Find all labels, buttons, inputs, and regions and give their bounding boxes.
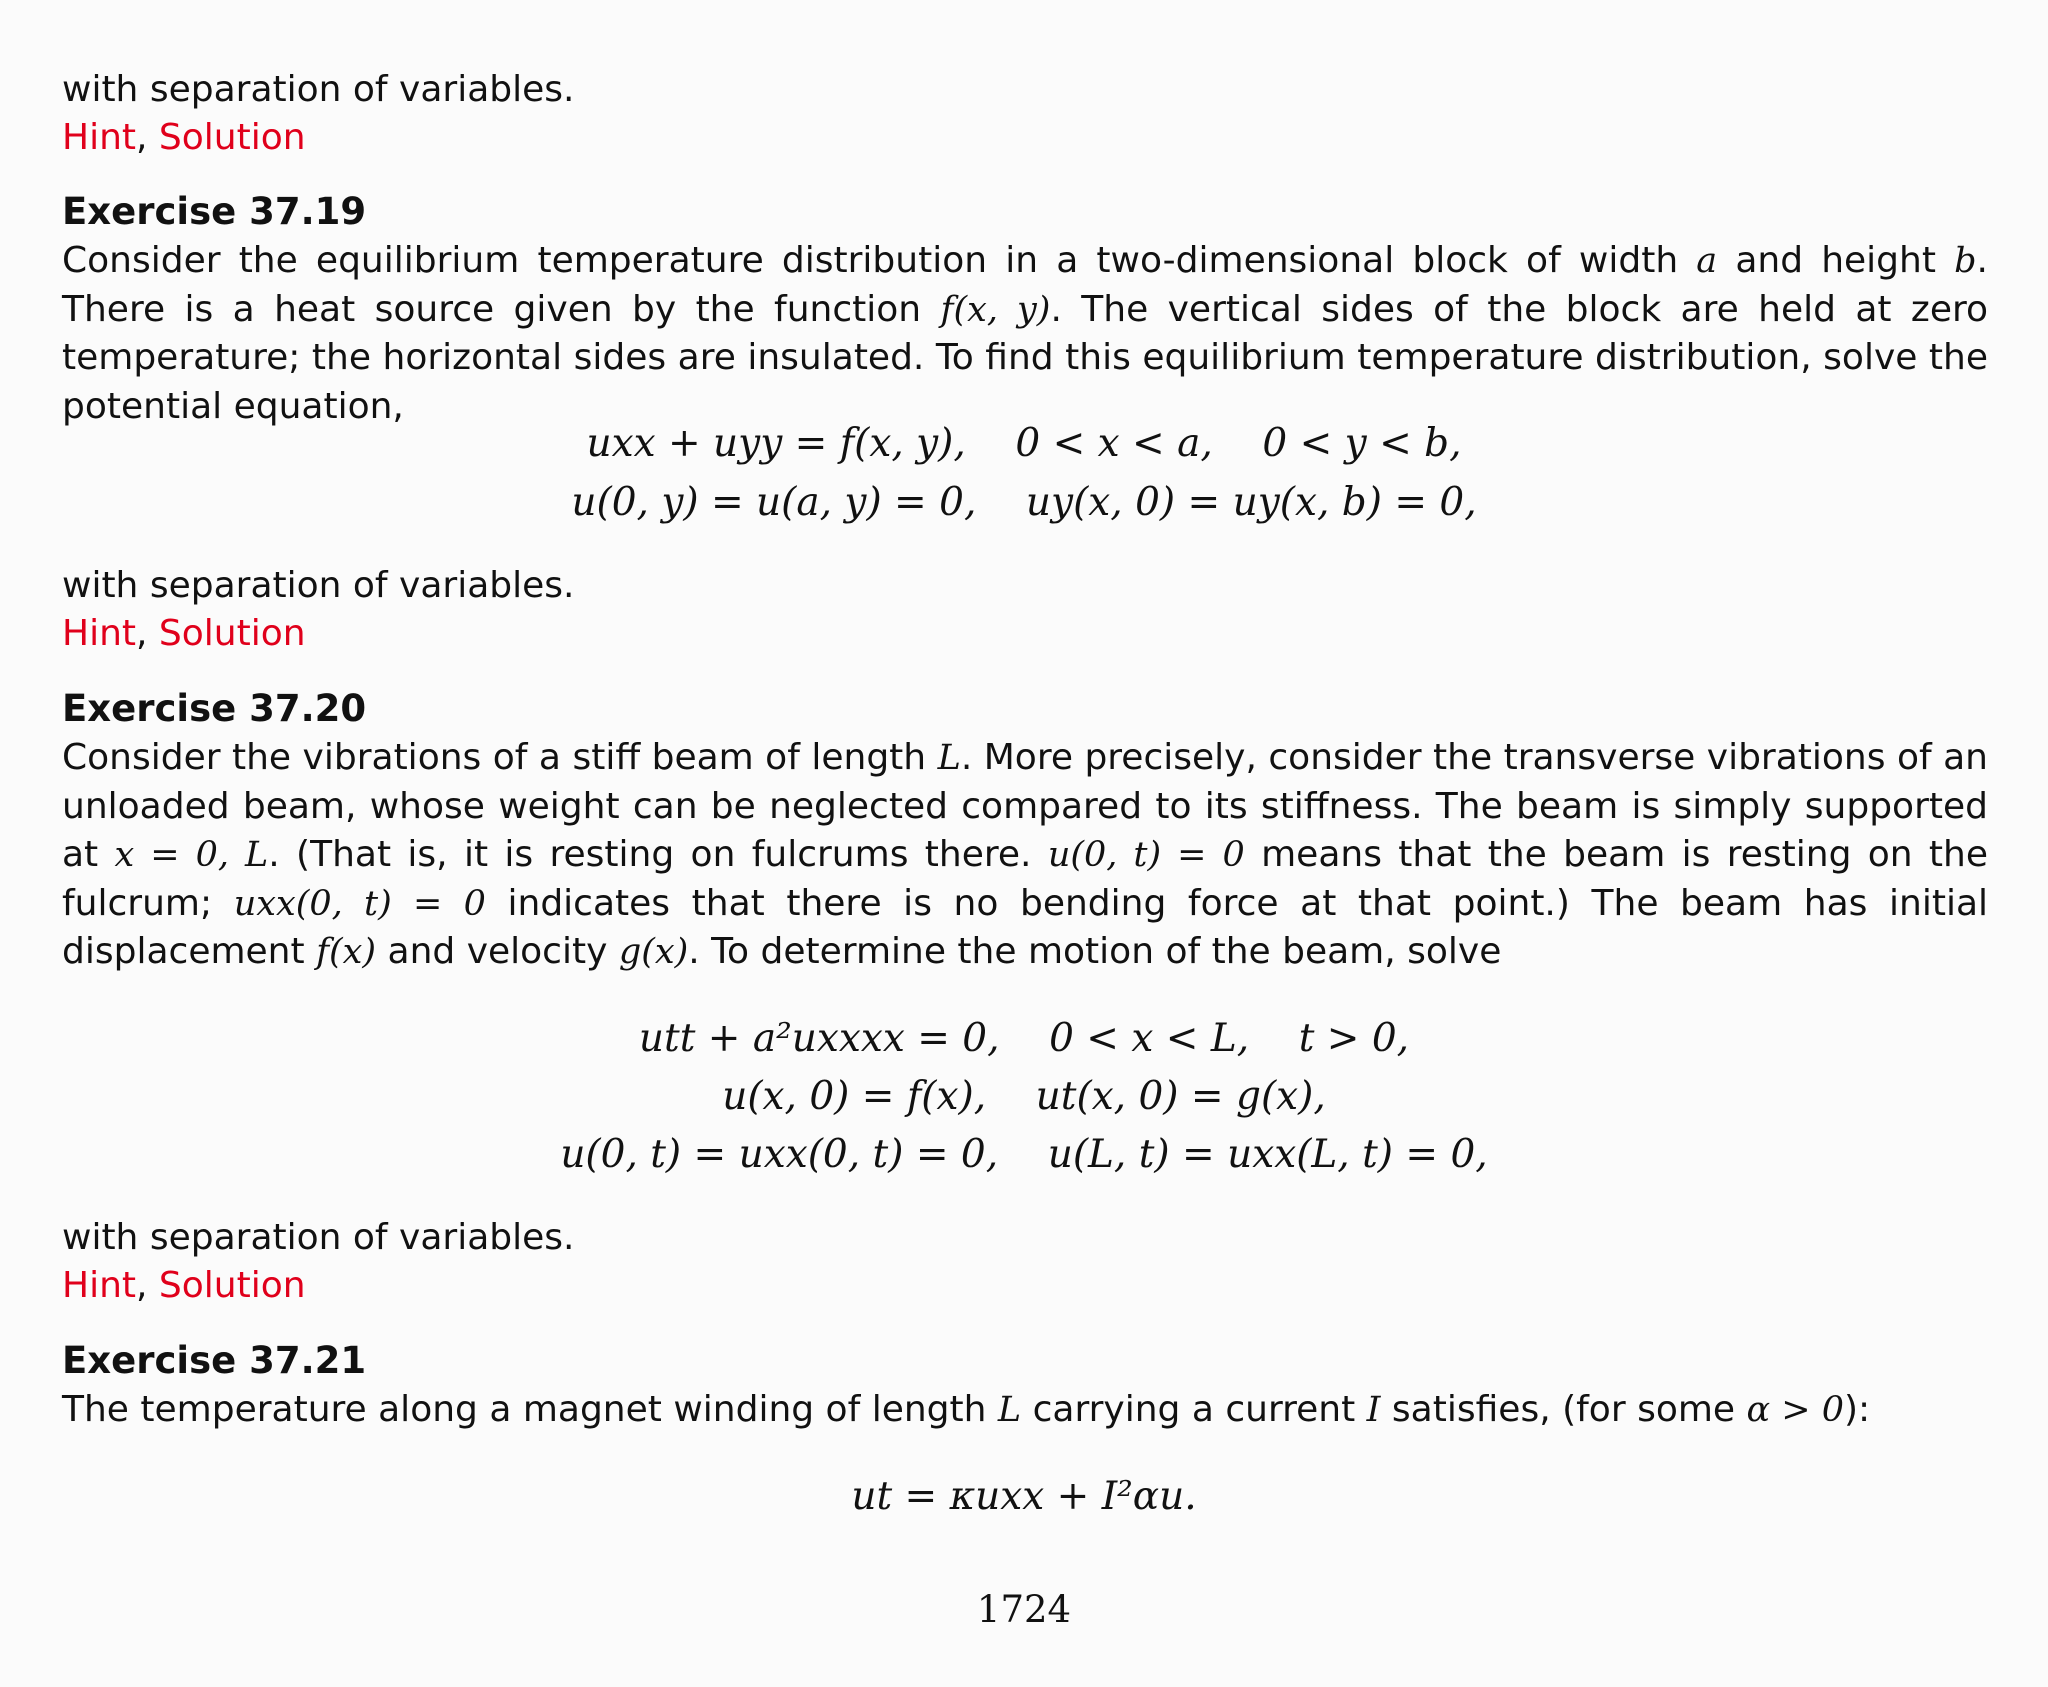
- hint-solution-links: [62, 114, 306, 162]
- solution-link[interactable]: Solution: [158, 1265, 306, 1306]
- equation-line: uxx + uyy = f(x, y), 0 < x < a, 0 < y < b,: [586, 421, 1462, 466]
- text-run: . There is a heat source given by the function: [62, 240, 1988, 330]
- exercise-paragraph: [62, 1386, 1988, 1435]
- link-separator: ,: [136, 1265, 159, 1306]
- math-inline: u(0, t) = 0: [1047, 835, 1245, 875]
- hint-link[interactable]: Hint: [62, 613, 137, 654]
- math-inline: x = 0, L: [114, 835, 269, 875]
- text-run: Consider the vibrations of a stiff beam of length: [62, 737, 938, 778]
- text-run: . To determine the motion of the beam, solve: [688, 931, 1502, 972]
- equation-line: utt + a²uxxxx = 0, 0 < x < L, t > 0,: [638, 1016, 1410, 1061]
- math-inline: L: [937, 738, 961, 778]
- exercise-paragraph: [62, 734, 1988, 977]
- exercise-paragraph: [62, 237, 1988, 431]
- math-inline: g(x): [618, 932, 689, 972]
- text-run: The temperature along a magnet winding of length: [62, 1389, 998, 1430]
- equation-line: u(x, 0) = f(x), ut(x, 0) = g(x),: [722, 1074, 1326, 1119]
- solution-link[interactable]: Solution: [158, 117, 306, 158]
- math-inline: α > 0: [1746, 1390, 1844, 1430]
- separation-text: with separation of variables.: [62, 565, 575, 606]
- equation-line: ut = κuxx + I²αu.: [851, 1474, 1197, 1519]
- text-run: means that the beam is resting on the fulcrum;: [62, 834, 1989, 924]
- hint-solution-links: [62, 1262, 306, 1310]
- math-inline: uxx(0, t) = 0: [233, 883, 486, 924]
- link-separator: ,: [136, 613, 159, 654]
- text-run: and height: [1717, 240, 1955, 281]
- text-run: . More precisely, consider the transverse vibrations of an unloaded beam, whose weight can be neglected compared to its stiffness. The beam is simply supported at: [62, 737, 1989, 875]
- exercise-heading: Exercise 37.19: [62, 190, 367, 233]
- hint-solution-links: [62, 610, 306, 658]
- text-run: and velocity: [376, 931, 619, 972]
- math-inline: L: [997, 1390, 1022, 1430]
- solution-link[interactable]: Solution: [158, 613, 306, 654]
- text-run: ):: [1844, 1389, 1871, 1430]
- separation-text: with separation of variables.: [62, 1217, 575, 1258]
- math-inline: b: [1954, 241, 1977, 281]
- equation-line: u(0, t) = uxx(0, t) = 0, u(L, t) = uxx(L, t) = 0,: [560, 1132, 1488, 1177]
- equation-line: u(0, y) = u(a, y) = 0, uy(x, 0) = uy(x, b) = 0,: [571, 480, 1477, 525]
- link-separator: ,: [136, 117, 159, 158]
- text-run: . The vertical sides of the block are held at zero temperature; the horizontal sides are insulated. To find this equilibrium temperature distribution, solve the potential equation,: [62, 288, 1988, 427]
- text-run: Consider the equilibrium temperature distribution in a two-dimensional block of width: [62, 240, 1697, 281]
- text-run: carrying a current: [1021, 1389, 1367, 1430]
- hint-link[interactable]: Hint: [62, 117, 137, 158]
- text-run: satisfies, (for some: [1380, 1389, 1747, 1430]
- text-run: indicates that there is no bending force at that point.) The beam has initial displacement: [62, 882, 1989, 972]
- math-inline: f(x, y): [940, 289, 1051, 330]
- exercise-heading: Exercise 37.21: [62, 1339, 367, 1382]
- hint-link[interactable]: Hint: [62, 1265, 137, 1306]
- text-run: . (That is, it is resting on fulcrums there.: [268, 834, 1048, 875]
- math-inline: I: [1366, 1390, 1381, 1430]
- exercise-heading: Exercise 37.20: [62, 687, 367, 730]
- separation-text: with separation of variables.: [62, 69, 575, 110]
- math-inline: f(x): [316, 932, 377, 972]
- page-number: 1724: [976, 1588, 1072, 1631]
- math-inline: a: [1696, 241, 1718, 281]
